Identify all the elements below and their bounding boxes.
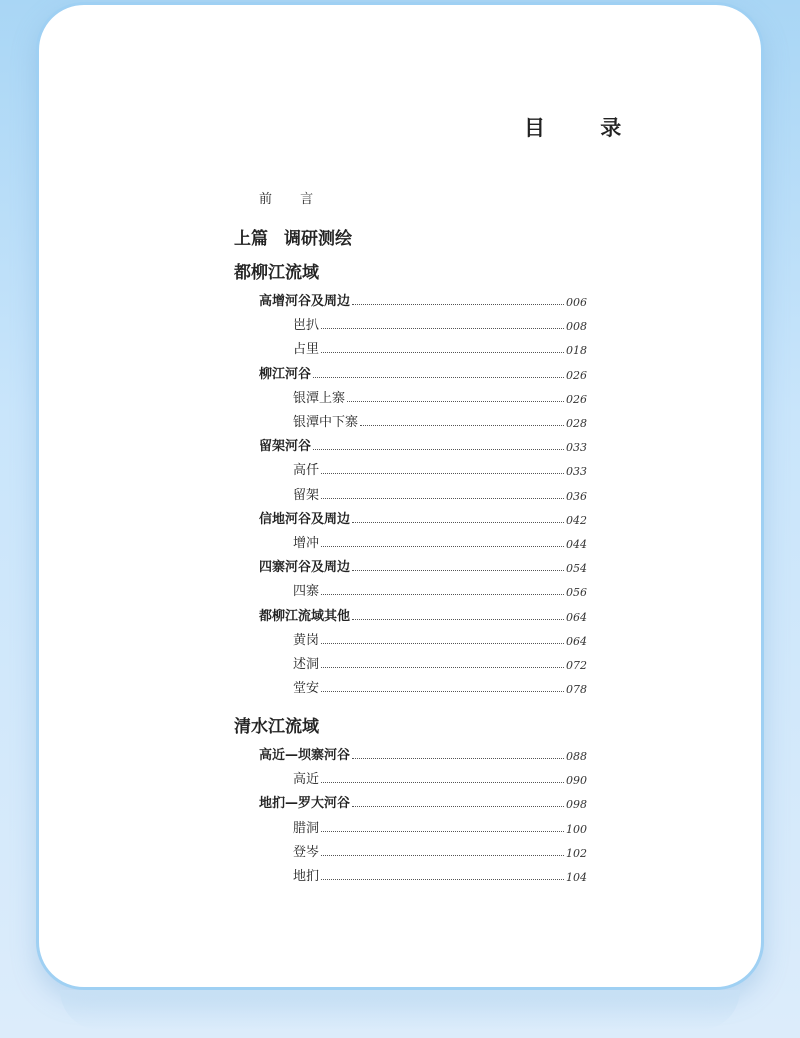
toc-entry-page: 033 xyxy=(566,441,587,455)
toc-entry-label: 高仟 xyxy=(293,463,320,479)
toc-entry-label: 增冲 xyxy=(293,536,320,551)
toc-entry[interactable] xyxy=(293,866,587,884)
toc-entry[interactable] xyxy=(293,315,587,333)
toc-entry-page: 008 xyxy=(566,320,587,334)
toc-entry-label: 信地河谷及周边 xyxy=(259,511,351,527)
toc-entry[interactable] xyxy=(259,364,587,382)
toc-entry-page: 100 xyxy=(566,822,587,836)
toc-entry-page: 026 xyxy=(566,368,587,382)
toc-entry-page: 090 xyxy=(566,774,587,788)
toc-entry-page: 006 xyxy=(566,296,587,309)
dot-leader xyxy=(321,594,564,595)
dot-leader xyxy=(321,855,564,856)
dot-leader xyxy=(352,304,564,305)
toc-entry[interactable] xyxy=(259,745,587,763)
dot-leader xyxy=(321,782,564,783)
toc-entry[interactable] xyxy=(293,818,587,836)
toc-entry-page: 056 xyxy=(566,586,587,600)
toc-entry-page: 044 xyxy=(566,538,587,551)
toc-entry-label: 银潭中下寨 xyxy=(293,415,359,430)
toc-entry-page: 064 xyxy=(566,610,587,624)
part-heading xyxy=(234,224,352,249)
toc-entry-page: 078 xyxy=(566,683,587,697)
toc-entry-label: 黄岗 xyxy=(293,632,320,648)
toc-entry-label: 腊洞 xyxy=(293,820,320,836)
toc-entry[interactable] xyxy=(293,678,587,696)
toc-entry[interactable] xyxy=(293,630,587,648)
section-heading: 都柳江流域 xyxy=(234,263,319,283)
toc-entry-page: 098 xyxy=(566,798,587,812)
section-heading: 清水江流域 xyxy=(234,717,319,737)
dot-leader xyxy=(352,758,564,759)
toc-entry-page: 036 xyxy=(566,489,587,503)
dot-leader xyxy=(347,401,564,402)
toc-entry[interactable] xyxy=(259,436,587,454)
toc-entry[interactable] xyxy=(259,509,587,527)
toc-entry-label: 占里 xyxy=(293,342,320,358)
part-name: 调研测绘 xyxy=(284,229,352,249)
toc-entry-label: 地扪 xyxy=(293,869,320,884)
toc-entry-label: 银潭上寨 xyxy=(293,390,346,406)
toc-entry-page: 064 xyxy=(566,634,587,648)
toc-entry-page: 026 xyxy=(566,392,587,406)
dot-leader xyxy=(321,473,564,474)
toc-entry[interactable] xyxy=(293,533,587,551)
toc-entry-page: 028 xyxy=(566,417,587,430)
preface-entry: 前 言 xyxy=(259,192,326,207)
frame-shadow xyxy=(60,990,740,1030)
toc-entry-label: 柳江河谷 xyxy=(259,366,312,382)
dot-leader xyxy=(321,643,564,644)
toc-entry[interactable] xyxy=(293,339,587,357)
dot-leader xyxy=(321,352,564,353)
dot-leader xyxy=(352,522,564,523)
dot-leader xyxy=(321,328,564,329)
toc-entry[interactable] xyxy=(293,485,587,503)
toc-entry[interactable] xyxy=(259,793,587,811)
toc-entry[interactable] xyxy=(259,606,587,624)
toc-entry[interactable] xyxy=(293,388,587,406)
toc-entry[interactable] xyxy=(259,557,587,575)
part-label: 上篇 xyxy=(234,229,268,249)
toc-entry[interactable] xyxy=(293,654,587,672)
dot-leader xyxy=(352,619,564,620)
dot-leader xyxy=(352,806,564,807)
toc-entry-label: 留架河谷 xyxy=(259,439,312,455)
toc-entry-label: 登岑 xyxy=(293,844,320,860)
toc-entry[interactable] xyxy=(293,460,587,478)
toc-entry-label: 高近 xyxy=(293,772,320,788)
toc-entry-page: 042 xyxy=(566,513,587,527)
dot-leader xyxy=(313,449,564,450)
toc-entry-label: 留架 xyxy=(293,487,320,503)
dot-leader xyxy=(321,667,564,668)
toc-entry-page: 088 xyxy=(566,750,587,763)
toc-title: 目 录 xyxy=(524,115,646,140)
dot-leader xyxy=(321,498,564,499)
dot-leader xyxy=(321,879,564,880)
dot-leader xyxy=(352,570,564,571)
toc-entry-label: 述洞 xyxy=(293,657,320,672)
toc-entry-page: 033 xyxy=(566,465,587,479)
toc-entry-label: 岜扒 xyxy=(293,318,320,334)
toc-entry-label: 地扪—罗大河谷 xyxy=(259,796,351,812)
toc-entry-page: 018 xyxy=(566,344,587,358)
toc-entry-label: 堂安 xyxy=(293,681,320,697)
toc-entry-label: 高近—坝寨河谷 xyxy=(259,748,351,763)
toc-entry[interactable] xyxy=(293,412,587,430)
toc-entry[interactable] xyxy=(293,842,587,860)
toc-entry-page: 054 xyxy=(566,562,587,576)
toc-entry[interactable] xyxy=(293,581,587,599)
toc-entry-label: 四寨河谷及周边 xyxy=(259,560,351,576)
toc-entry-label: 四寨 xyxy=(293,584,320,600)
dot-leader xyxy=(313,377,564,378)
toc-entry[interactable] xyxy=(259,291,587,309)
dot-leader xyxy=(321,831,564,832)
toc-entry-page: 104 xyxy=(566,871,587,884)
toc-entry-page: 102 xyxy=(566,846,587,860)
toc-entry-label: 都柳江流域其他 xyxy=(259,608,351,624)
toc-entry-page: 072 xyxy=(566,659,587,672)
dot-leader xyxy=(321,691,564,692)
toc-entry[interactable] xyxy=(293,769,587,787)
toc-entry-label: 高增河谷及周边 xyxy=(259,294,351,309)
dot-leader xyxy=(321,546,564,547)
dot-leader xyxy=(360,425,564,426)
